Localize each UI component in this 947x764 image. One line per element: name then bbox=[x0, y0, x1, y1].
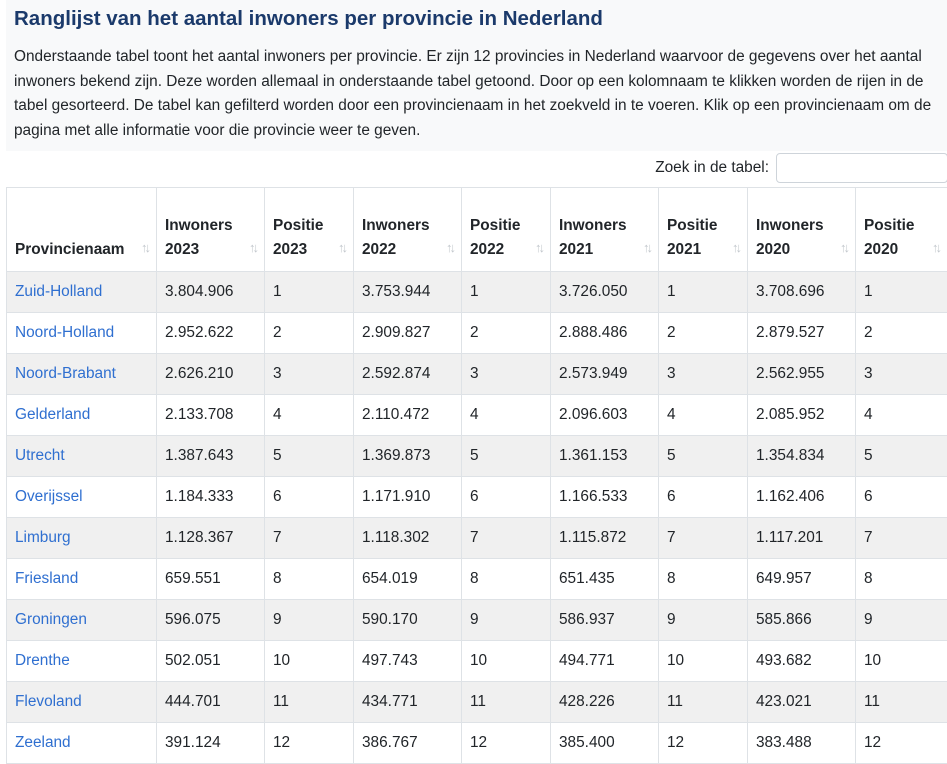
sort-arrows-icon: ↑↓ bbox=[840, 236, 847, 260]
table-cell: 1.184.333 bbox=[157, 477, 265, 518]
column-header-label: Inwoners bbox=[559, 217, 627, 234]
table-cell: 654.019 bbox=[354, 559, 462, 600]
table-cell: 434.771 bbox=[354, 682, 462, 723]
table-cell: 596.075 bbox=[157, 600, 265, 641]
table-cell: 1.115.872 bbox=[551, 518, 659, 559]
column-header-year: 2022 bbox=[362, 241, 396, 258]
column-header-3[interactable] bbox=[354, 188, 462, 272]
table-cell: 5 bbox=[265, 436, 354, 477]
column-header-year: 2023 bbox=[165, 241, 199, 258]
province-link[interactable]: Drenthe bbox=[15, 652, 70, 669]
table-cell: 7 bbox=[856, 518, 947, 559]
sort-arrows-icon: ↑↓ bbox=[338, 236, 345, 260]
table-cell: 12 bbox=[265, 723, 354, 764]
table-header-row bbox=[7, 188, 947, 272]
table-row bbox=[7, 723, 947, 764]
table-cell: 2.133.708 bbox=[157, 395, 265, 436]
table-row bbox=[7, 354, 947, 395]
table-cell: 386.767 bbox=[354, 723, 462, 764]
province-cell bbox=[7, 272, 157, 313]
table-cell: 3 bbox=[659, 354, 748, 395]
table-cell: 1.354.834 bbox=[748, 436, 856, 477]
table-cell: 2.626.210 bbox=[157, 354, 265, 395]
sort-arrows-icon: ↑↓ bbox=[643, 236, 650, 260]
table-cell: 3 bbox=[856, 354, 947, 395]
table-cell: 4 bbox=[265, 395, 354, 436]
table-cell: 11 bbox=[659, 682, 748, 723]
table-cell: 6 bbox=[265, 477, 354, 518]
column-header-6[interactable] bbox=[659, 188, 748, 272]
table-cell: 2.879.527 bbox=[748, 313, 856, 354]
table-cell: 1.128.367 bbox=[157, 518, 265, 559]
table-cell: 10 bbox=[659, 641, 748, 682]
province-cell bbox=[7, 395, 157, 436]
province-link[interactable]: Noord-Holland bbox=[15, 324, 114, 341]
province-cell bbox=[7, 518, 157, 559]
table-cell: 2 bbox=[856, 313, 947, 354]
table-cell: 2.952.622 bbox=[157, 313, 265, 354]
table-cell: 5 bbox=[462, 436, 551, 477]
table-cell: 9 bbox=[265, 600, 354, 641]
table-cell: 2 bbox=[462, 313, 551, 354]
table-cell: 4 bbox=[856, 395, 947, 436]
column-header-0[interactable] bbox=[7, 188, 157, 272]
column-header-label: Inwoners bbox=[362, 217, 430, 234]
table-row bbox=[7, 682, 947, 723]
table-row bbox=[7, 477, 947, 518]
table-cell: 2.573.949 bbox=[551, 354, 659, 395]
province-link[interactable]: Flevoland bbox=[15, 693, 82, 710]
column-header-label: Provincienaam bbox=[15, 241, 125, 258]
table-cell: 11 bbox=[462, 682, 551, 723]
table-cell: 2.110.472 bbox=[354, 395, 462, 436]
province-cell bbox=[7, 436, 157, 477]
table-cell: 385.400 bbox=[551, 723, 659, 764]
table-cell: 9 bbox=[856, 600, 947, 641]
table-cell: 11 bbox=[265, 682, 354, 723]
province-link[interactable]: Zuid-Holland bbox=[15, 283, 102, 300]
table-row bbox=[7, 559, 947, 600]
table-cell: 5 bbox=[659, 436, 748, 477]
table-cell: 2 bbox=[659, 313, 748, 354]
table-cell: 8 bbox=[659, 559, 748, 600]
table-cell: 7 bbox=[265, 518, 354, 559]
table-cell: 3 bbox=[462, 354, 551, 395]
province-cell bbox=[7, 559, 157, 600]
search-input[interactable] bbox=[776, 153, 947, 183]
search-bar bbox=[0, 151, 947, 187]
table-cell: 2.592.874 bbox=[354, 354, 462, 395]
table-cell: 2.096.603 bbox=[551, 395, 659, 436]
table-cell: 8 bbox=[462, 559, 551, 600]
table-cell: 12 bbox=[856, 723, 947, 764]
table-cell: 9 bbox=[462, 600, 551, 641]
table-cell: 428.226 bbox=[551, 682, 659, 723]
table-cell: 423.021 bbox=[748, 682, 856, 723]
table-cell: 12 bbox=[659, 723, 748, 764]
search-label: Zoek in de tabel: bbox=[655, 159, 769, 177]
province-link[interactable]: Overijssel bbox=[15, 488, 83, 505]
table-cell: 586.937 bbox=[551, 600, 659, 641]
table-cell: 1.162.406 bbox=[748, 477, 856, 518]
table-cell: 1.171.910 bbox=[354, 477, 462, 518]
column-header-label: Positie bbox=[273, 217, 323, 234]
table-cell: 494.771 bbox=[551, 641, 659, 682]
intro-section bbox=[6, 0, 947, 151]
province-link[interactable]: Noord-Brabant bbox=[15, 365, 116, 382]
sort-arrows-icon: ↑↓ bbox=[535, 236, 542, 260]
table-cell: 497.743 bbox=[354, 641, 462, 682]
table-cell: 1.118.302 bbox=[354, 518, 462, 559]
table-cell: 1.387.643 bbox=[157, 436, 265, 477]
province-cell bbox=[7, 354, 157, 395]
table-cell: 2 bbox=[265, 313, 354, 354]
table-cell: 649.957 bbox=[748, 559, 856, 600]
table-cell: 1 bbox=[856, 272, 947, 313]
table-cell: 502.051 bbox=[157, 641, 265, 682]
column-header-year: 2021 bbox=[667, 241, 701, 258]
column-header-label: Positie bbox=[470, 217, 520, 234]
table-cell: 6 bbox=[856, 477, 947, 518]
table-cell: 2.562.955 bbox=[748, 354, 856, 395]
province-link[interactable]: Zeeland bbox=[15, 734, 71, 751]
table-cell: 391.124 bbox=[157, 723, 265, 764]
table-cell: 2.888.486 bbox=[551, 313, 659, 354]
province-link[interactable]: Limburg bbox=[15, 529, 71, 546]
table-cell: 1.369.873 bbox=[354, 436, 462, 477]
table-cell: 3.753.944 bbox=[354, 272, 462, 313]
table-cell: 12 bbox=[462, 723, 551, 764]
column-header-1[interactable] bbox=[157, 188, 265, 272]
sort-arrows-icon: ↑↓ bbox=[141, 236, 148, 260]
province-cell bbox=[7, 682, 157, 723]
table-cell: 10 bbox=[856, 641, 947, 682]
province-link[interactable]: Friesland bbox=[15, 570, 78, 587]
table-cell: 3.708.696 bbox=[748, 272, 856, 313]
table-cell: 9 bbox=[659, 600, 748, 641]
table-cell: 2.085.952 bbox=[748, 395, 856, 436]
table-cell: 6 bbox=[659, 477, 748, 518]
table-cell: 6 bbox=[462, 477, 551, 518]
table-row bbox=[7, 641, 947, 682]
table-cell: 590.170 bbox=[354, 600, 462, 641]
sort-arrows-icon: ↑↓ bbox=[932, 236, 939, 260]
table-cell: 11 bbox=[856, 682, 947, 723]
table-cell: 3.726.050 bbox=[551, 272, 659, 313]
table-cell: 1 bbox=[265, 272, 354, 313]
column-header-7[interactable] bbox=[748, 188, 856, 272]
column-header-label: Inwoners bbox=[165, 217, 233, 234]
table-cell: 5 bbox=[856, 436, 947, 477]
table-row bbox=[7, 395, 947, 436]
column-header-label: Positie bbox=[667, 217, 717, 234]
table-cell: 7 bbox=[462, 518, 551, 559]
sort-arrows-icon: ↑↓ bbox=[732, 236, 739, 260]
province-cell bbox=[7, 723, 157, 764]
province-cell bbox=[7, 313, 157, 354]
column-header-4[interactable] bbox=[462, 188, 551, 272]
table-cell: 1.361.153 bbox=[551, 436, 659, 477]
table-cell: 10 bbox=[462, 641, 551, 682]
province-link[interactable]: Gelderland bbox=[15, 406, 90, 423]
table-cell: 10 bbox=[265, 641, 354, 682]
province-link[interactable]: Utrecht bbox=[15, 447, 65, 464]
column-header-5[interactable] bbox=[551, 188, 659, 272]
table-cell: 1.166.533 bbox=[551, 477, 659, 518]
table-cell: 1 bbox=[462, 272, 551, 313]
table-cell: 493.682 bbox=[748, 641, 856, 682]
province-link[interactable]: Groningen bbox=[15, 611, 87, 628]
table-cell: 4 bbox=[659, 395, 748, 436]
column-header-label: Positie bbox=[864, 217, 914, 234]
page-title: Ranglijst van het aantal inwoners per provincie in Nederland bbox=[14, 6, 937, 32]
table-cell: 1.117.201 bbox=[748, 518, 856, 559]
column-header-label: Inwoners bbox=[756, 217, 824, 234]
table-cell: 4 bbox=[462, 395, 551, 436]
table-row bbox=[7, 600, 947, 641]
table-cell: 7 bbox=[659, 518, 748, 559]
province-cell bbox=[7, 641, 157, 682]
table-cell: 585.866 bbox=[748, 600, 856, 641]
column-header-year: 2023 bbox=[273, 241, 307, 258]
table-body bbox=[7, 272, 947, 764]
table-cell: 383.488 bbox=[748, 723, 856, 764]
table-cell: 651.435 bbox=[551, 559, 659, 600]
table-cell: 2.909.827 bbox=[354, 313, 462, 354]
province-cell bbox=[7, 600, 157, 641]
table-row bbox=[7, 313, 947, 354]
column-header-year: 2020 bbox=[756, 241, 790, 258]
table-cell: 659.551 bbox=[157, 559, 265, 600]
table-cell: 444.701 bbox=[157, 682, 265, 723]
sort-arrows-icon: ↑↓ bbox=[249, 236, 256, 260]
table-cell: 3.804.906 bbox=[157, 272, 265, 313]
province-table bbox=[6, 187, 947, 764]
table-cell: 1 bbox=[659, 272, 748, 313]
column-header-year: 2021 bbox=[559, 241, 593, 258]
table-row bbox=[7, 518, 947, 559]
table-cell: 8 bbox=[265, 559, 354, 600]
page-description: Onderstaande tabel toont het aantal inwoners per provincie. Er zijn 12 provincies in Nederland waarvoor de gegevens over het aantal inwoners bekend zijn. Deze worden allemaal in onderstaande tabel getoond. Door op een kolomnaam te klikken worden de rijen in de tabel gesorteerd. De tabel kan gefilterd worden door een provincienaam in het zoekveld in te voeren. Klik op een provincienaam om de pagina met alle informatie voor die provincie weer te geven. bbox=[14, 45, 937, 143]
sort-arrows-icon: ↑↓ bbox=[446, 236, 453, 260]
column-header-8[interactable] bbox=[856, 188, 947, 272]
table-cell: 8 bbox=[856, 559, 947, 600]
column-header-2[interactable] bbox=[265, 188, 354, 272]
table-row bbox=[7, 436, 947, 477]
column-header-year: 2020 bbox=[864, 241, 898, 258]
column-header-year: 2022 bbox=[470, 241, 504, 258]
province-cell bbox=[7, 477, 157, 518]
table-cell: 3 bbox=[265, 354, 354, 395]
table-row bbox=[7, 272, 947, 313]
